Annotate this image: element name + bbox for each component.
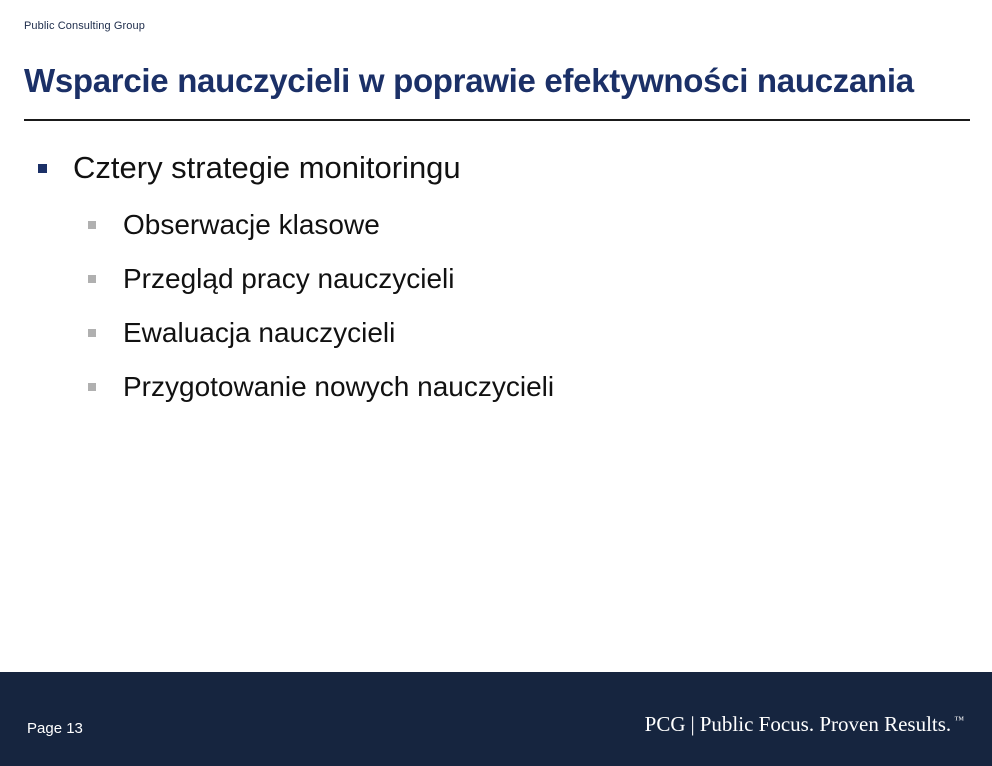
footer-bar xyxy=(0,672,992,766)
bullet-text: Cztery strategie monitoringu xyxy=(73,150,461,185)
brand-name: PCG xyxy=(644,712,686,736)
brand-slogan: Public Focus. Proven Results. xyxy=(699,712,952,736)
square-bullet-icon xyxy=(88,275,96,283)
square-bullet-icon xyxy=(38,164,47,173)
page-number: Page 13 xyxy=(27,720,83,737)
square-bullet-icon xyxy=(88,383,96,391)
sub-bullet-item xyxy=(88,369,554,405)
sub-bullet-item xyxy=(88,261,455,297)
sub-bullet-item xyxy=(88,315,395,351)
square-bullet-icon xyxy=(88,329,96,337)
tagline-separator: | xyxy=(690,712,695,736)
bullet-item xyxy=(38,148,461,188)
square-bullet-icon xyxy=(88,221,96,229)
title-divider xyxy=(24,119,970,121)
company-name: Public Consulting Group xyxy=(24,20,145,32)
sub-bullet-text: Przygotowanie nowych nauczycieli xyxy=(123,371,555,402)
sub-bullet-text: Ewaluacja nauczycieli xyxy=(123,317,396,348)
sub-bullet-item xyxy=(88,207,380,243)
sub-bullet-text: Obserwacje klasowe xyxy=(123,209,380,240)
trademark-symbol: ™ xyxy=(954,715,964,726)
slide-title: Wsparcie nauczycieli w poprawie efektywności nauczania xyxy=(24,62,914,99)
sub-bullet-text: Przegląd pracy nauczycieli xyxy=(123,263,455,294)
brand-tagline xyxy=(645,712,964,737)
